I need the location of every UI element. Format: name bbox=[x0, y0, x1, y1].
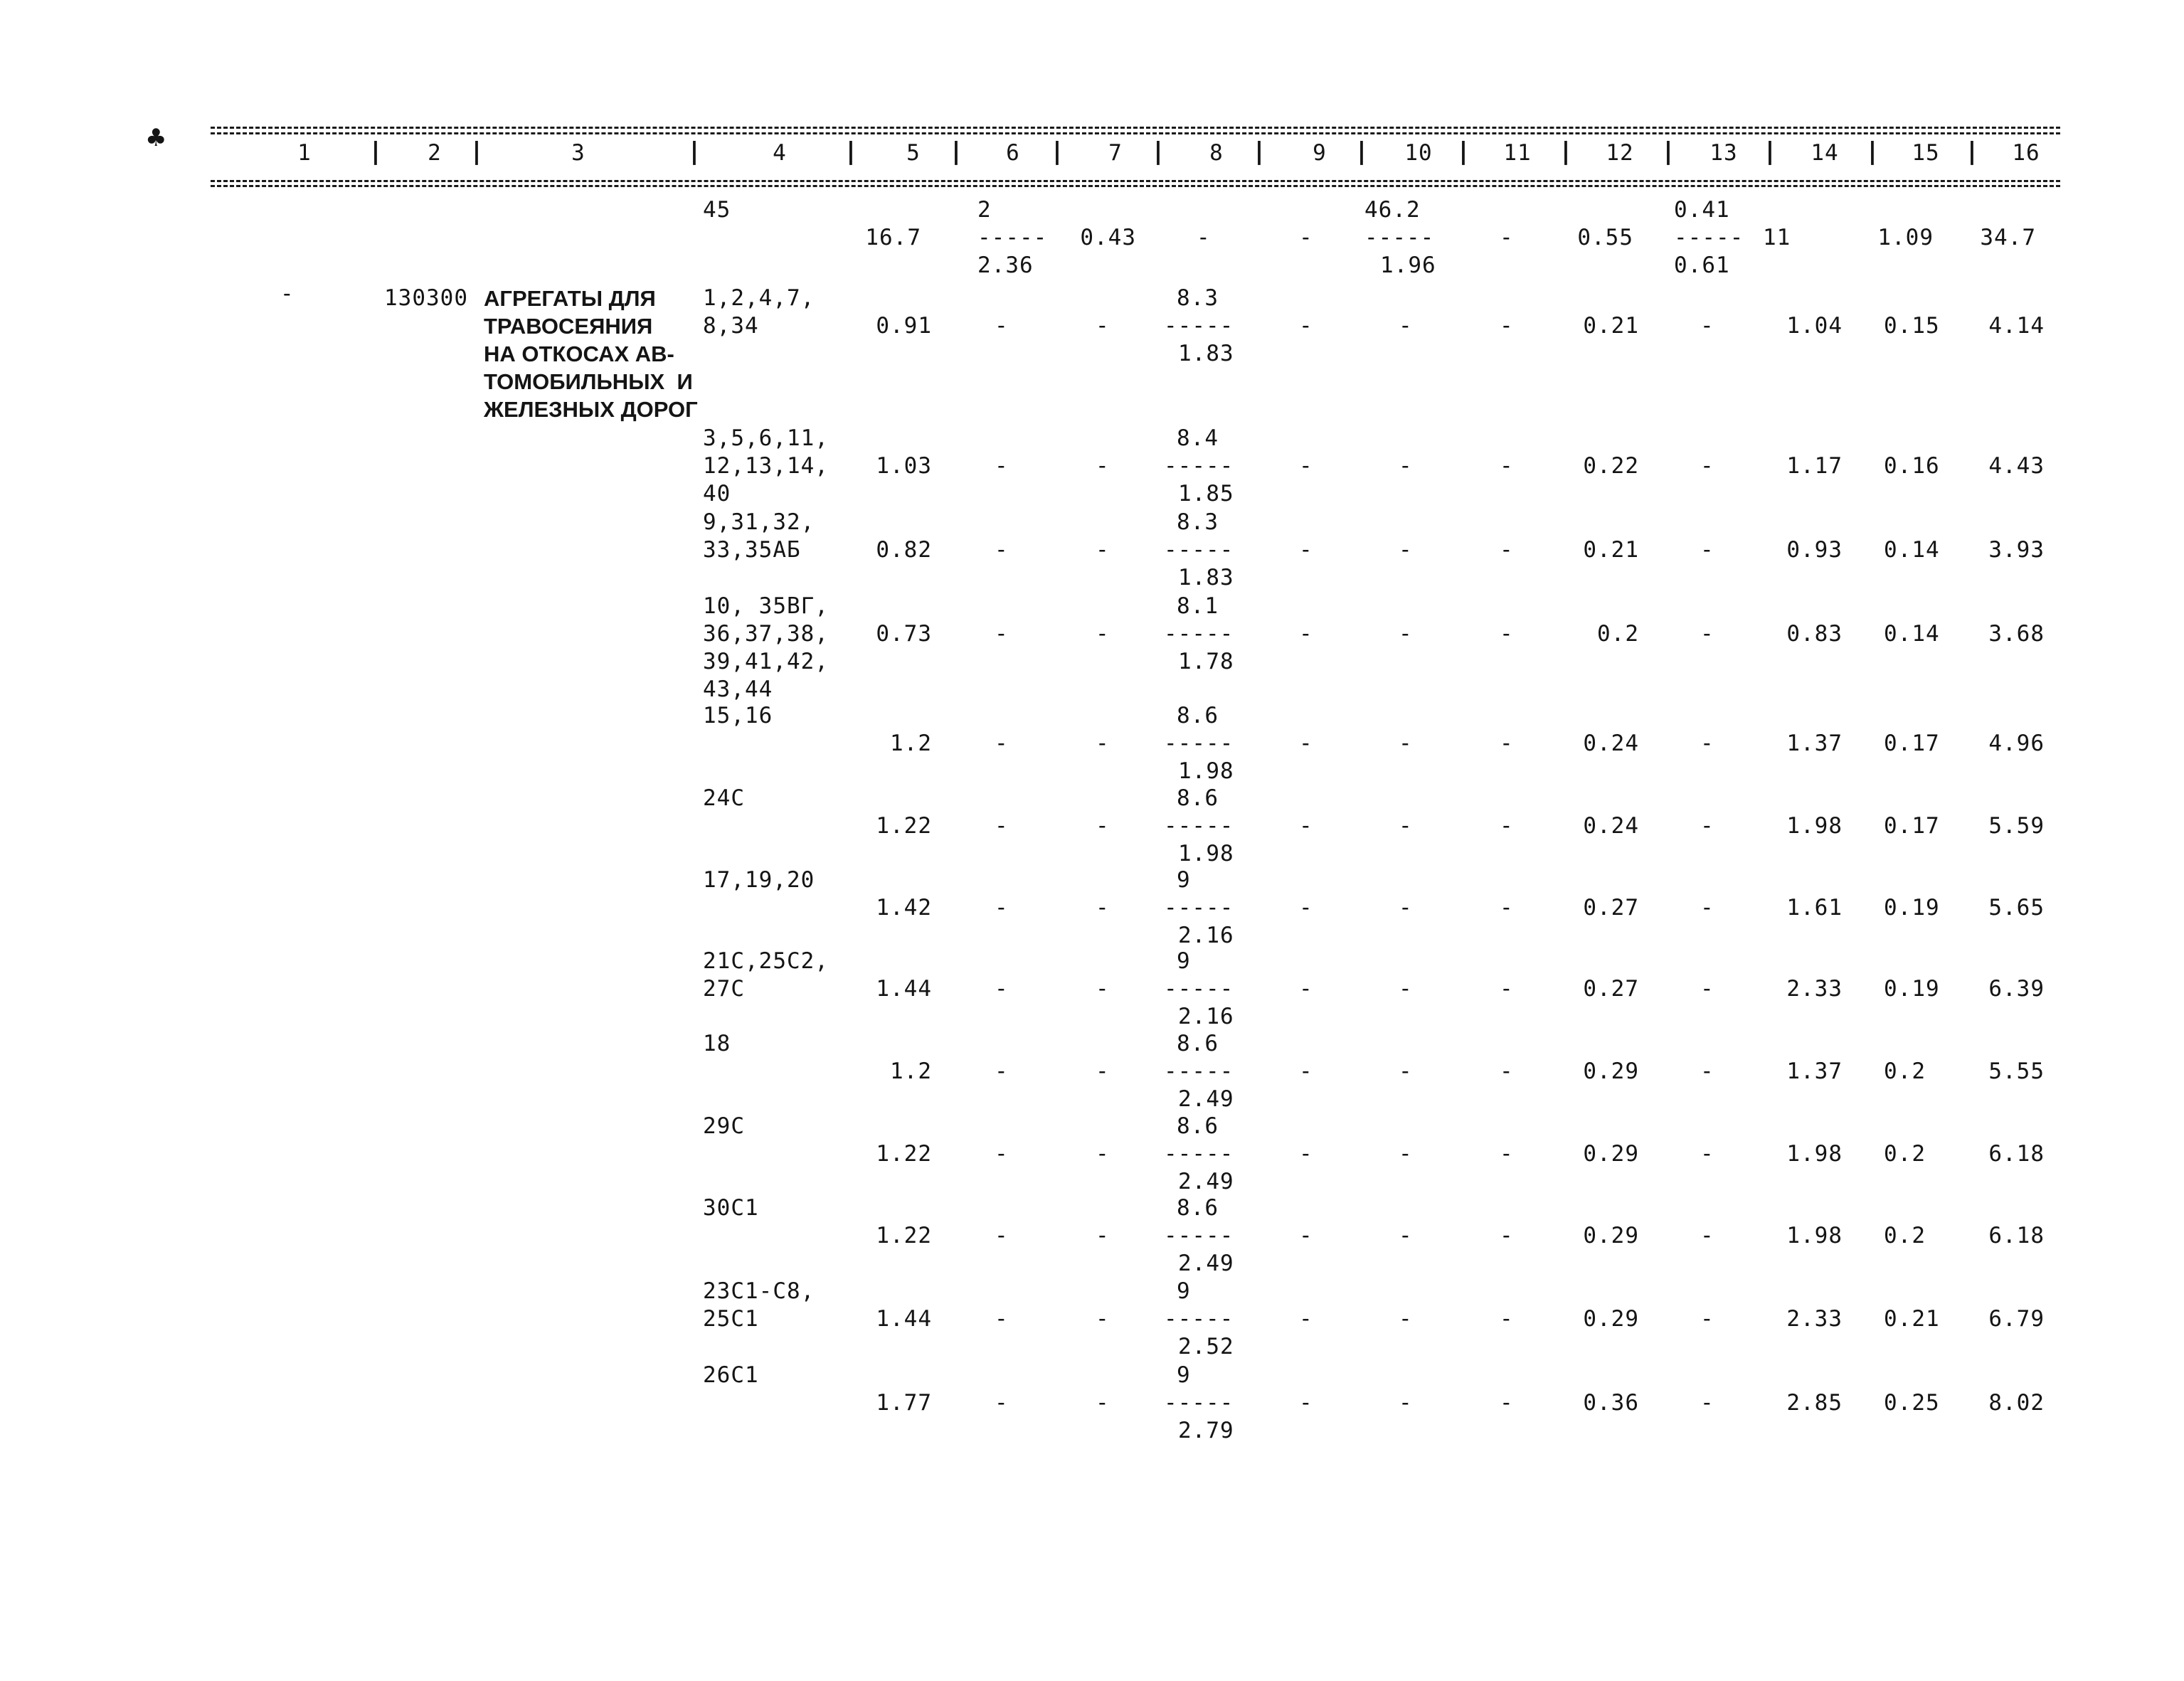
column-separator: | bbox=[1254, 137, 1264, 166]
row-col9: - bbox=[1299, 1306, 1313, 1332]
row-col8-top: 8.6 bbox=[1177, 1031, 1219, 1056]
row-label-line: 30С1 bbox=[703, 1195, 759, 1221]
row-col10: - bbox=[1399, 813, 1413, 839]
row-col7: - bbox=[1096, 1059, 1110, 1084]
header-bottom-rule-inner bbox=[211, 185, 2060, 187]
row-col8-bottom: 1.85 bbox=[1178, 481, 1234, 507]
row-col16: 5.65 bbox=[1988, 895, 2045, 921]
row-col8-bottom: 2.16 bbox=[1178, 923, 1234, 948]
cont-col9: - bbox=[1299, 225, 1313, 250]
column-header-3: 3 bbox=[571, 140, 585, 166]
row-col13: - bbox=[1700, 895, 1714, 921]
row-col8-bottom: 2.49 bbox=[1178, 1169, 1234, 1194]
row-col11: - bbox=[1500, 976, 1514, 1002]
group-name-line: ТОМОБИЛЬНЫХ И bbox=[484, 369, 693, 394]
row-col8-bottom: 2.49 bbox=[1178, 1086, 1234, 1112]
row-col16: 6.18 bbox=[1988, 1223, 2045, 1248]
column-header-4: 4 bbox=[773, 140, 787, 166]
row-col10: - bbox=[1399, 976, 1413, 1002]
row-col8-bar: ----- bbox=[1164, 313, 1234, 339]
row-col12: 0.27 bbox=[1583, 976, 1639, 1002]
row-col10: - bbox=[1399, 537, 1413, 563]
row-label-line: 9,31,32, bbox=[703, 509, 815, 535]
row-col5: 1.22 bbox=[876, 813, 932, 839]
row-col12: 0.24 bbox=[1583, 813, 1639, 839]
row-col7: - bbox=[1096, 1141, 1110, 1167]
row-label-line: 8,34 bbox=[703, 313, 759, 339]
row-col10: - bbox=[1399, 1059, 1413, 1084]
row-col8-top: 8.3 bbox=[1177, 509, 1219, 535]
row-col7: - bbox=[1096, 895, 1110, 921]
row-col8-bottom: 1.78 bbox=[1178, 649, 1234, 674]
row-label-line: 18 bbox=[703, 1031, 731, 1056]
row-col15: 0.25 bbox=[1884, 1390, 1940, 1416]
column-header-8: 8 bbox=[1209, 140, 1224, 166]
row-col9: - bbox=[1299, 621, 1313, 647]
column-separator: | bbox=[1967, 137, 1977, 166]
row-col5: 0.73 bbox=[876, 621, 932, 647]
row-col15: 0.15 bbox=[1884, 313, 1940, 339]
header-bottom-rule bbox=[211, 180, 2060, 182]
column-header-1: 1 bbox=[297, 140, 312, 166]
row-col10: - bbox=[1399, 1141, 1413, 1167]
row-col8-bar: ----- bbox=[1164, 1390, 1234, 1416]
row-col9: - bbox=[1299, 1141, 1313, 1167]
row-col8-bar: ----- bbox=[1164, 621, 1234, 647]
row-col5: 0.91 bbox=[876, 313, 932, 339]
row-col15: 0.19 bbox=[1884, 895, 1940, 921]
row-col13: - bbox=[1700, 1390, 1714, 1416]
row-label-line: 23С1-С8, bbox=[703, 1278, 815, 1304]
row-col8-top: 8.1 bbox=[1177, 593, 1219, 619]
row-label-line: 26С1 bbox=[703, 1362, 759, 1388]
row-col11: - bbox=[1500, 453, 1514, 479]
row-col6: - bbox=[995, 1223, 1009, 1248]
row-col6: - bbox=[995, 621, 1009, 647]
row-col11: - bbox=[1500, 1390, 1514, 1416]
row-col8-bottom: 1.98 bbox=[1178, 758, 1234, 784]
row-col14: 1.37 bbox=[1786, 1059, 1843, 1084]
row-col12: 0.36 bbox=[1583, 1390, 1639, 1416]
column-header-5: 5 bbox=[906, 140, 921, 166]
row-col9: - bbox=[1299, 976, 1313, 1002]
row-col6: - bbox=[995, 1059, 1009, 1084]
row-col8-bar: ----- bbox=[1164, 813, 1234, 839]
row-col15: 0.16 bbox=[1884, 453, 1940, 479]
row-col11: - bbox=[1500, 813, 1514, 839]
column-header-12: 12 bbox=[1606, 140, 1634, 166]
row-col13: - bbox=[1700, 537, 1714, 563]
row-col15: 0.2 bbox=[1884, 1223, 1926, 1248]
column-separator: | bbox=[846, 137, 856, 166]
cont-col12: 0.55 bbox=[1577, 225, 1633, 250]
row-col7: - bbox=[1096, 621, 1110, 647]
row-col12: 0.29 bbox=[1583, 1223, 1639, 1248]
row-col8-bar: ----- bbox=[1164, 1223, 1234, 1248]
column-header-9: 9 bbox=[1313, 140, 1327, 166]
row-col8-bottom: 1.83 bbox=[1178, 565, 1234, 590]
row-col14: 1.98 bbox=[1786, 813, 1843, 839]
row-col15: 0.21 bbox=[1884, 1306, 1940, 1332]
row-label-line: 25С1 bbox=[703, 1306, 759, 1332]
row-col5: 1.44 bbox=[876, 1306, 932, 1332]
row-col8-bottom: 2.49 bbox=[1178, 1251, 1234, 1276]
cont-col10-bar: ----- bbox=[1364, 225, 1435, 250]
row-col6: - bbox=[995, 537, 1009, 563]
row-col16: 6.39 bbox=[1988, 976, 2045, 1002]
page-corner-mark: ♣ bbox=[145, 124, 167, 152]
row-col5: 1.03 bbox=[876, 453, 932, 479]
row-label-line: 29С bbox=[703, 1113, 745, 1139]
group-name-line: НА ОТКОСАХ АВ- bbox=[484, 341, 674, 366]
row-col13: - bbox=[1700, 1059, 1714, 1084]
row-col11: - bbox=[1500, 1223, 1514, 1248]
row-label-line: 39,41,42, bbox=[703, 649, 829, 674]
row-col8-top: 9 bbox=[1177, 948, 1191, 974]
row-col8-bar: ----- bbox=[1164, 537, 1234, 563]
row-col6: - bbox=[995, 453, 1009, 479]
row-col15: 0.19 bbox=[1884, 976, 1940, 1002]
row-col8-top: 8.6 bbox=[1177, 1195, 1219, 1221]
row-col11: - bbox=[1500, 895, 1514, 921]
row-col8-top: 9 bbox=[1177, 1278, 1191, 1304]
row-col15: 0.14 bbox=[1884, 621, 1940, 647]
group-col1-dash: - bbox=[280, 281, 295, 307]
column-separator: | bbox=[1765, 137, 1775, 166]
row-col8-bar: ----- bbox=[1164, 1059, 1234, 1084]
row-col6: - bbox=[995, 895, 1009, 921]
row-col12: 0.29 bbox=[1583, 1141, 1639, 1167]
row-col15: 0.2 bbox=[1884, 1141, 1926, 1167]
row-col13: - bbox=[1700, 1223, 1714, 1248]
row-col7: - bbox=[1096, 1223, 1110, 1248]
row-col16: 4.14 bbox=[1988, 313, 2045, 339]
row-col8-bottom: 2.16 bbox=[1178, 1004, 1234, 1029]
row-col15: 0.17 bbox=[1884, 731, 1940, 756]
row-col16: 3.93 bbox=[1988, 537, 2045, 563]
cont-col16: 34.7 bbox=[1980, 225, 2036, 250]
row-col13: - bbox=[1700, 976, 1714, 1002]
row-label-line: 40 bbox=[703, 481, 731, 507]
row-col6: - bbox=[995, 1390, 1009, 1416]
row-col8-bar: ----- bbox=[1164, 731, 1234, 756]
row-col14: 1.98 bbox=[1786, 1141, 1843, 1167]
row-col9: - bbox=[1299, 1059, 1313, 1084]
group-name-line: ТРАВОСЕЯНИЯ bbox=[484, 314, 653, 339]
cont-col6-bar: ----- bbox=[977, 225, 1048, 250]
row-col8-bottom: 1.98 bbox=[1178, 841, 1234, 866]
column-separator: | bbox=[689, 137, 699, 166]
row-col5: 0.82 bbox=[876, 537, 932, 563]
row-col13: - bbox=[1700, 621, 1714, 647]
row-col10: - bbox=[1399, 313, 1413, 339]
row-col7: - bbox=[1096, 1306, 1110, 1332]
row-col12: 0.24 bbox=[1583, 731, 1639, 756]
row-label-line: 15,16 bbox=[703, 703, 773, 728]
row-label-line: 36,37,38, bbox=[703, 621, 829, 647]
cont-col6-bottom: 2.36 bbox=[977, 253, 1034, 278]
row-col12: 0.22 bbox=[1583, 453, 1639, 479]
row-col14: 0.93 bbox=[1786, 537, 1843, 563]
cont-col11: - bbox=[1500, 225, 1514, 250]
row-col8-bottom: 2.52 bbox=[1178, 1334, 1234, 1359]
row-col9: - bbox=[1299, 1223, 1313, 1248]
row-label-line: 3,5,6,11, bbox=[703, 425, 829, 451]
row-col11: - bbox=[1500, 537, 1514, 563]
row-col7: - bbox=[1096, 1390, 1110, 1416]
column-separator: | bbox=[1458, 137, 1468, 166]
row-label-line: 12,13,14, bbox=[703, 453, 829, 479]
row-col7: - bbox=[1096, 976, 1110, 1002]
row-col15: 0.2 bbox=[1884, 1059, 1926, 1084]
group-name-line: ЖЕЛЕЗНЫХ ДОРОГ bbox=[484, 397, 698, 422]
row-col14: 2.33 bbox=[1786, 976, 1843, 1002]
row-col8-top: 9 bbox=[1177, 1362, 1191, 1388]
row-col16: 8.02 bbox=[1988, 1390, 2045, 1416]
row-col14: 0.83 bbox=[1786, 621, 1843, 647]
row-col7: - bbox=[1096, 453, 1110, 479]
row-col9: - bbox=[1299, 1390, 1313, 1416]
cont-col4: 45 bbox=[703, 197, 731, 223]
cont-col7: 0.43 bbox=[1080, 225, 1136, 250]
cont-col6-top: 2 bbox=[977, 197, 992, 223]
row-col7: - bbox=[1096, 313, 1110, 339]
row-col8-bar: ----- bbox=[1164, 1306, 1234, 1332]
row-label-line: 43,44 bbox=[703, 677, 773, 702]
row-col9: - bbox=[1299, 313, 1313, 339]
row-col10: - bbox=[1399, 895, 1413, 921]
row-col5: 1.42 bbox=[876, 895, 932, 921]
row-col7: - bbox=[1096, 731, 1110, 756]
row-col13: - bbox=[1700, 453, 1714, 479]
row-col13: - bbox=[1700, 1306, 1714, 1332]
cont-col13-bottom: 0.61 bbox=[1674, 253, 1730, 278]
row-col8-top: 8.6 bbox=[1177, 1113, 1219, 1139]
row-col16: 6.18 bbox=[1988, 1141, 2045, 1167]
cont-col10-top: 46.2 bbox=[1364, 197, 1421, 223]
row-col14: 2.33 bbox=[1786, 1306, 1843, 1332]
row-col10: - bbox=[1399, 1390, 1413, 1416]
column-separator: | bbox=[1561, 137, 1571, 166]
column-header-13: 13 bbox=[1709, 140, 1738, 166]
row-col5: 1.2 bbox=[890, 1059, 932, 1084]
row-col9: - bbox=[1299, 453, 1313, 479]
row-col16: 5.59 bbox=[1988, 813, 2045, 839]
column-separator: | bbox=[472, 137, 482, 166]
row-col12: 0.27 bbox=[1583, 895, 1639, 921]
row-col8-bar: ----- bbox=[1164, 453, 1234, 479]
column-header-11: 11 bbox=[1503, 140, 1532, 166]
row-col11: - bbox=[1500, 1059, 1514, 1084]
row-col8-top: 8.6 bbox=[1177, 703, 1219, 728]
row-col11: - bbox=[1500, 621, 1514, 647]
row-col6: - bbox=[995, 1141, 1009, 1167]
row-col14: 1.37 bbox=[1786, 731, 1843, 756]
row-col8-bar: ----- bbox=[1164, 976, 1234, 1002]
row-col6: - bbox=[995, 731, 1009, 756]
group-name-line: АГРЕГАТЫ ДЛЯ bbox=[484, 286, 656, 311]
group-code: 130300 bbox=[384, 285, 468, 311]
column-separator: | bbox=[1052, 137, 1062, 166]
column-header-16: 16 bbox=[2012, 140, 2040, 166]
row-col8-top: 8.3 bbox=[1177, 285, 1219, 311]
column-header-10: 10 bbox=[1404, 140, 1433, 166]
row-col8-bottom: 2.79 bbox=[1178, 1418, 1234, 1443]
row-col10: - bbox=[1399, 453, 1413, 479]
row-label-line: 1,2,4,7, bbox=[703, 285, 815, 311]
row-col12: 0.29 bbox=[1583, 1059, 1639, 1084]
row-col9: - bbox=[1299, 813, 1313, 839]
row-col8-bottom: 1.83 bbox=[1178, 341, 1234, 366]
row-col11: - bbox=[1500, 1306, 1514, 1332]
row-col10: - bbox=[1399, 731, 1413, 756]
row-col14: 1.17 bbox=[1786, 453, 1843, 479]
row-col13: - bbox=[1700, 313, 1714, 339]
column-header-14: 14 bbox=[1811, 140, 1839, 166]
column-separator: | bbox=[1663, 137, 1673, 166]
row-col14: 1.98 bbox=[1786, 1223, 1843, 1248]
column-separator: | bbox=[1357, 137, 1367, 166]
row-col6: - bbox=[995, 976, 1009, 1002]
row-col16: 3.68 bbox=[1988, 621, 2045, 647]
row-col9: - bbox=[1299, 895, 1313, 921]
row-col9: - bbox=[1299, 537, 1313, 563]
column-header-6: 6 bbox=[1006, 140, 1020, 166]
row-col16: 6.79 bbox=[1988, 1306, 2045, 1332]
row-col10: - bbox=[1399, 621, 1413, 647]
row-col8-top: 8.4 bbox=[1177, 425, 1219, 451]
cont-col14: 11 bbox=[1763, 225, 1791, 250]
row-col14: 2.85 bbox=[1786, 1390, 1843, 1416]
row-col12: 0.21 bbox=[1583, 313, 1639, 339]
row-col12: 0.21 bbox=[1583, 537, 1639, 563]
row-col11: - bbox=[1500, 313, 1514, 339]
row-col8-top: 8.6 bbox=[1177, 785, 1219, 811]
row-col10: - bbox=[1399, 1223, 1413, 1248]
top-rule-inner bbox=[211, 132, 2060, 134]
row-label-line: 10, 35ВГ, bbox=[703, 593, 829, 619]
column-header-15: 15 bbox=[1912, 140, 1940, 166]
row-col16: 4.43 bbox=[1988, 453, 2045, 479]
row-col6: - bbox=[995, 813, 1009, 839]
row-col7: - bbox=[1096, 813, 1110, 839]
row-col16: 5.55 bbox=[1988, 1059, 2045, 1084]
row-col12: 0.2 bbox=[1597, 621, 1639, 647]
column-separator: | bbox=[951, 137, 961, 166]
row-col16: 4.96 bbox=[1988, 731, 2045, 756]
row-col5: 1.44 bbox=[876, 976, 932, 1002]
cont-col13-top: 0.41 bbox=[1674, 197, 1730, 223]
row-col5: 1.22 bbox=[876, 1141, 932, 1167]
row-col6: - bbox=[995, 1306, 1009, 1332]
row-label-line: 17,19,20 bbox=[703, 867, 815, 893]
row-col6: - bbox=[995, 313, 1009, 339]
row-label-line: 24С bbox=[703, 785, 745, 811]
cont-col10-bottom: 1.96 bbox=[1380, 253, 1436, 278]
cont-col15: 1.09 bbox=[1877, 225, 1934, 250]
row-col13: - bbox=[1700, 813, 1714, 839]
row-col7: - bbox=[1096, 537, 1110, 563]
cont-col5: 16.7 bbox=[865, 225, 921, 250]
row-col8-top: 9 bbox=[1177, 867, 1191, 893]
row-col13: - bbox=[1700, 731, 1714, 756]
row-col11: - bbox=[1500, 1141, 1514, 1167]
row-col8-bar: ----- bbox=[1164, 1141, 1234, 1167]
row-col13: - bbox=[1700, 1141, 1714, 1167]
row-col8-bar: ----- bbox=[1164, 895, 1234, 921]
row-col14: 1.61 bbox=[1786, 895, 1843, 921]
row-col5: 1.22 bbox=[876, 1223, 932, 1248]
row-col9: - bbox=[1299, 731, 1313, 756]
column-separator: | bbox=[1153, 137, 1163, 166]
column-header-7: 7 bbox=[1108, 140, 1123, 166]
top-rule bbox=[211, 127, 2060, 129]
column-separator: | bbox=[371, 137, 381, 166]
row-col14: 1.04 bbox=[1786, 313, 1843, 339]
row-label-line: 21С,25С2, bbox=[703, 948, 829, 974]
row-label-line: 33,35АБ bbox=[703, 537, 801, 563]
row-col12: 0.29 bbox=[1583, 1306, 1639, 1332]
cont-col8: - bbox=[1197, 225, 1211, 250]
cont-col13-bar: ----- bbox=[1674, 225, 1744, 250]
row-col5: 1.2 bbox=[890, 731, 932, 756]
row-col5: 1.77 bbox=[876, 1390, 932, 1416]
column-header-2: 2 bbox=[428, 140, 442, 166]
column-separator: | bbox=[1867, 137, 1877, 166]
row-col15: 0.17 bbox=[1884, 813, 1940, 839]
row-col11: - bbox=[1500, 731, 1514, 756]
row-col10: - bbox=[1399, 1306, 1413, 1332]
row-col15: 0.14 bbox=[1884, 537, 1940, 563]
row-label-line: 27С bbox=[703, 976, 745, 1002]
